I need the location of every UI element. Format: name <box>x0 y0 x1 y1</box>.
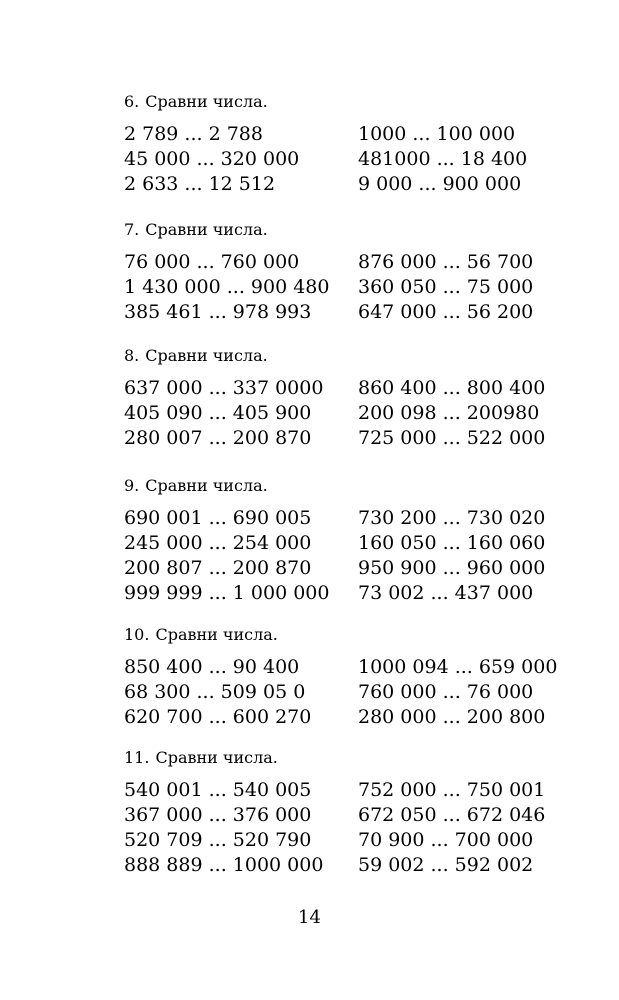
comparison-left: 2 789 ... 2 788 <box>124 123 263 145</box>
comparison-left: 405 090 ... 405 900 <box>124 402 312 424</box>
comparison-right: 647 000 ... 56 200 <box>358 301 534 323</box>
comparison-right: 73 002 ... 437 000 <box>358 582 534 604</box>
comparison-left: 245 000 ... 254 000 <box>124 532 312 554</box>
comparison-right: 725 000 ... 522 000 <box>358 427 546 449</box>
exercise-number: 11. <box>124 748 150 767</box>
exercise-11 <box>124 748 584 878</box>
comparison-row <box>124 853 584 878</box>
comparison-right: 860 400 ... 800 400 <box>358 377 546 399</box>
comparison-left: 888 889 ... 1000 000 <box>124 854 324 876</box>
comparison-left: 540 001 ... 540 005 <box>124 779 312 801</box>
comparison-row <box>124 655 584 680</box>
exercise-heading <box>124 476 584 496</box>
comparison-row <box>124 172 584 197</box>
comparison-left: 45 000 ... 320 000 <box>124 148 300 170</box>
comparison-right: 752 000 ... 750 001 <box>358 779 546 801</box>
exercise-number: 8. <box>124 346 140 365</box>
exercise-instruction: Сравни числа. <box>155 748 278 767</box>
comparison-row <box>124 300 584 325</box>
comparison-row <box>124 376 584 401</box>
comparison-row <box>124 803 584 828</box>
comparison-right: 280 000 ... 200 800 <box>358 706 546 728</box>
comparison-right: 160 050 ... 160 060 <box>358 532 546 554</box>
comparison-row <box>124 531 584 556</box>
exercise-heading <box>124 92 584 112</box>
comparison-left: 850 400 ... 90 400 <box>124 656 300 678</box>
exercise-number: 9. <box>124 476 140 495</box>
comparison-row <box>124 556 584 581</box>
comparison-row <box>124 581 584 606</box>
comparison-left: 1 430 000 ... 900 480 <box>124 276 330 298</box>
exercise-heading <box>124 346 584 366</box>
comparison-left: 200 807 ... 200 870 <box>124 557 312 579</box>
comparison-right: 876 000 ... 56 700 <box>358 251 534 273</box>
exercise-heading <box>124 748 584 768</box>
comparison-right: 59 002 ... 592 002 <box>358 854 534 876</box>
comparison-list <box>124 250 584 325</box>
comparison-row <box>124 426 584 451</box>
exercise-instruction: Сравни числа. <box>145 92 268 111</box>
comparison-left: 620 700 ... 600 270 <box>124 706 312 728</box>
comparison-right: 9 000 ... 900 000 <box>358 173 522 195</box>
comparison-list <box>124 122 584 197</box>
comparison-right: 481000 ... 18 400 <box>358 148 528 170</box>
comparison-row <box>124 401 584 426</box>
comparison-right: 360 050 ... 75 000 <box>358 276 534 298</box>
exercise-instruction: Сравни числа. <box>145 476 268 495</box>
comparison-right: 1000 094 ... 659 000 <box>358 656 558 678</box>
exercise-instruction: Сравни числа. <box>145 220 268 239</box>
comparison-left: 520 709 ... 520 790 <box>124 829 312 851</box>
comparison-row <box>124 147 584 172</box>
comparison-left: 690 001 ... 690 005 <box>124 507 312 529</box>
exercise-8 <box>124 346 584 451</box>
exercise-number: 7. <box>124 220 140 239</box>
exercise-heading <box>124 220 584 240</box>
comparison-left: 367 000 ... 376 000 <box>124 804 312 826</box>
comparison-list <box>124 376 584 451</box>
exercise-10 <box>124 625 584 730</box>
comparison-left: 385 461 ... 978 993 <box>124 301 312 323</box>
comparison-list <box>124 655 584 730</box>
page-number: 14 <box>298 907 321 928</box>
comparison-right: 200 098 ... 200980 <box>358 402 540 424</box>
comparison-list <box>124 778 584 878</box>
exercise-7 <box>124 220 584 325</box>
exercise-instruction: Сравни числа. <box>145 346 268 365</box>
comparison-right: 760 000 ... 76 000 <box>358 681 534 703</box>
comparison-left: 76 000 ... 760 000 <box>124 251 300 273</box>
comparison-right: 730 200 ... 730 020 <box>358 507 546 529</box>
comparison-right: 1000 ... 100 000 <box>358 123 516 145</box>
comparison-left: 68 300 ... 509 05 0 <box>124 681 306 703</box>
comparison-left: 2 633 ... 12 512 <box>124 173 276 195</box>
comparison-right: 950 900 ... 960 000 <box>358 557 546 579</box>
exercise-9 <box>124 476 584 606</box>
comparison-left: 280 007 ... 200 870 <box>124 427 312 449</box>
comparison-row <box>124 680 584 705</box>
comparison-row <box>124 506 584 531</box>
comparison-left: 999 999 ... 1 000 000 <box>124 582 330 604</box>
comparison-row <box>124 250 584 275</box>
exercise-instruction: Сравни числа. <box>155 625 278 644</box>
comparison-list <box>124 506 584 606</box>
exercise-heading <box>124 625 584 645</box>
comparison-row <box>124 778 584 803</box>
exercise-number: 6. <box>124 92 140 111</box>
comparison-row <box>124 275 584 300</box>
comparison-row <box>124 705 584 730</box>
exercise-number: 10. <box>124 625 150 644</box>
comparison-right: 70 900 ... 700 000 <box>358 829 534 851</box>
comparison-right: 672 050 ... 672 046 <box>358 804 546 826</box>
exercise-6 <box>124 92 584 197</box>
comparison-row <box>124 828 584 853</box>
comparison-left: 637 000 ... 337 0000 <box>124 377 324 399</box>
comparison-row <box>124 122 584 147</box>
